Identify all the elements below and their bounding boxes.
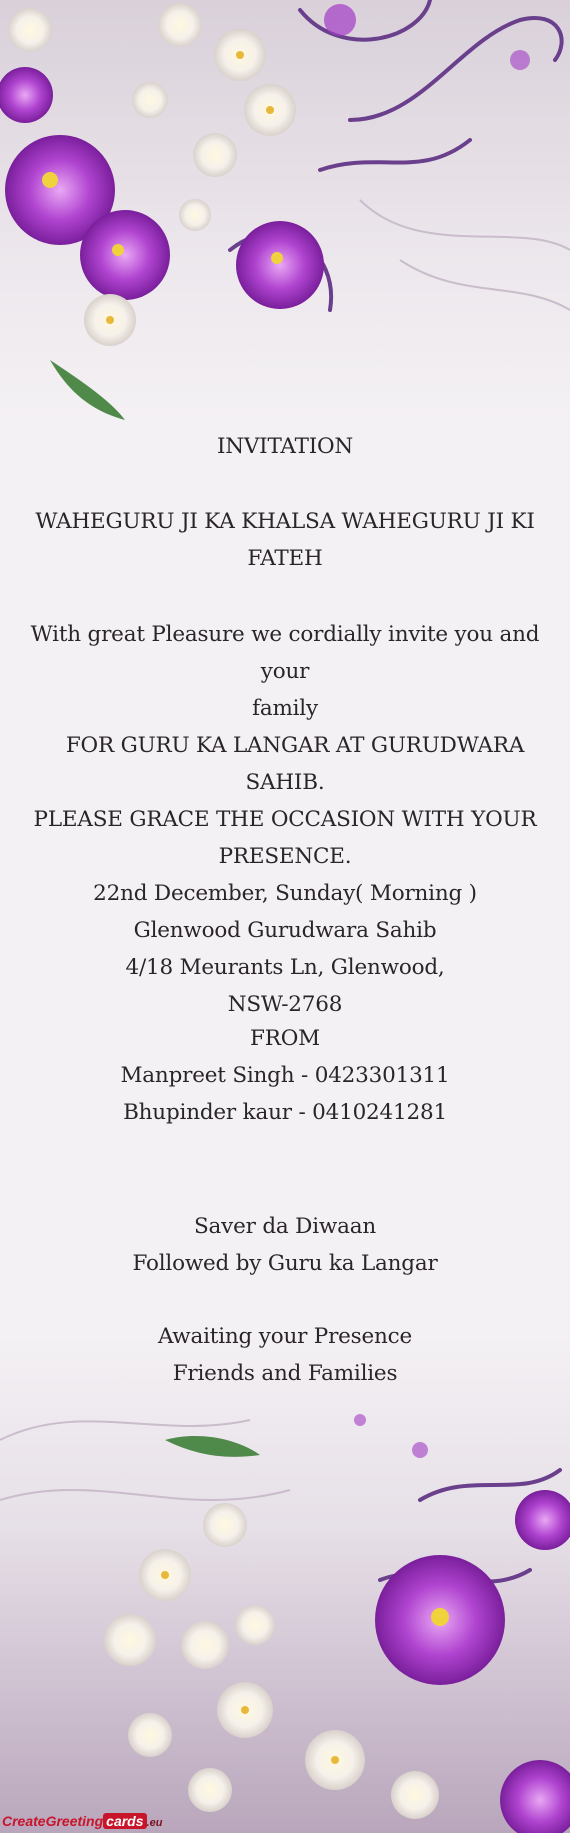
closing-line: Awaiting your Presence (157, 1324, 413, 1349)
address-line: 4/18 Meurants Ln, Glenwood, (125, 955, 445, 980)
contact-line: Bhupinder kaur - 0410241281 (123, 1100, 447, 1125)
from-heading: FROM (250, 1026, 320, 1051)
greeting-line: FATEH (247, 546, 323, 571)
program-section (20, 1208, 550, 1282)
invite-line: family (252, 696, 318, 721)
purpose-line: FOR GURU KA LANGAR AT GURUDWARA (65, 733, 525, 758)
program-line: Saver da Diwaan (194, 1214, 376, 1239)
invitation-title: INVITATION (216, 434, 354, 459)
program-line: Followed by Guru ka Langar (132, 1251, 438, 1276)
logo-part: cards (103, 1813, 146, 1829)
event-date: 22nd December, Sunday( Morning ) (93, 881, 477, 906)
grace-line: PLEASE GRACE THE OCCASION WITH YOUR (33, 807, 537, 832)
address-line: NSW-2768 (227, 992, 343, 1017)
venue-name: Glenwood Gurudwara Sahib (133, 918, 437, 943)
contact-line: Manpreet Singh - 0423301311 (120, 1063, 450, 1088)
site-watermark-logo[interactable] (2, 1813, 162, 1829)
logo-part: CreateGreeting (2, 1813, 104, 1829)
closing-line: Friends and Families (172, 1361, 398, 1386)
logo-part: .eu (146, 1817, 163, 1829)
greeting-line: WAHEGURU JI KA KHALSA WAHEGURU JI KI (35, 509, 535, 534)
grace-line: PRESENCE. (218, 844, 352, 869)
invitation-message (20, 616, 550, 1023)
greeting (20, 503, 550, 577)
invite-line: With great Pleasure we cordially invite you and your (30, 622, 540, 684)
closing-section (20, 1318, 550, 1392)
from-section (20, 1020, 550, 1131)
purpose-line: SAHIB. (245, 770, 325, 795)
